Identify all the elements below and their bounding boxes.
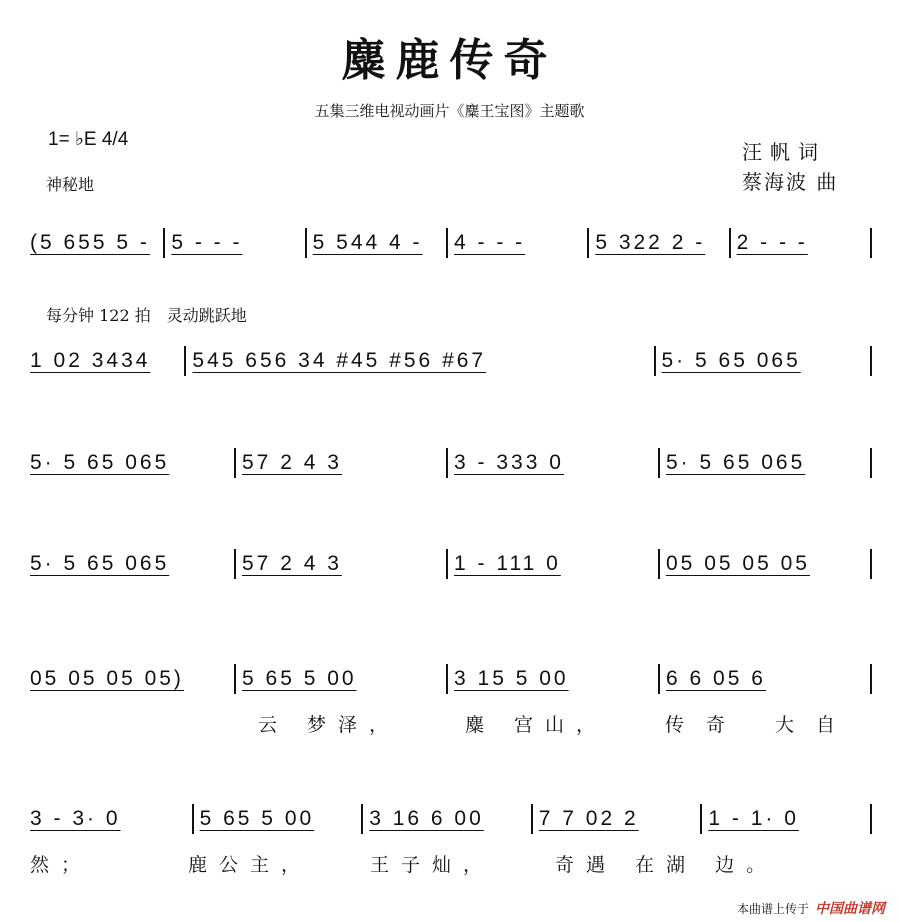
measure — [369, 804, 539, 834]
barline — [531, 804, 533, 834]
barline — [658, 549, 660, 579]
site-logo[interactable]: 中国曲谱网 — [815, 900, 885, 916]
measure — [30, 549, 242, 579]
notes: 1 - 111 0 — [454, 552, 561, 575]
barline — [587, 228, 589, 258]
notes: 3 15 5 00 — [454, 667, 569, 690]
barline — [184, 346, 186, 376]
notes: 5· 5 65 065 — [661, 349, 801, 372]
barline — [870, 346, 872, 376]
footer-credit — [737, 898, 885, 918]
measure — [454, 448, 666, 478]
barline — [658, 448, 660, 478]
notes: 57 2 4 3 — [242, 451, 342, 474]
barline — [870, 549, 872, 579]
notes: 5 - - - — [171, 231, 243, 254]
measure — [595, 228, 736, 258]
lyric: 云 梦泽， — [258, 714, 401, 736]
barline — [870, 804, 872, 834]
lyricist: 汪帆词 — [742, 140, 826, 164]
barline — [305, 228, 307, 258]
notes: 2 - - - — [736, 231, 808, 254]
measure — [242, 664, 454, 694]
lyric: 鹿公主， — [188, 854, 313, 876]
notes: 7 7 02 2 — [538, 807, 639, 830]
staff-row — [30, 804, 878, 834]
barline — [192, 804, 194, 834]
staff-row — [30, 549, 878, 579]
notes: 05 05 05 05) — [30, 667, 184, 690]
measure — [200, 804, 370, 834]
barline — [446, 664, 448, 694]
barline — [870, 664, 872, 694]
lyric: 传奇 大自 — [665, 714, 858, 736]
notes: 545 656 34 #45 #56 #67 — [192, 349, 487, 372]
notes: 4 - - - — [453, 231, 526, 254]
barline — [654, 346, 656, 376]
measure — [30, 228, 171, 258]
measure — [454, 228, 595, 258]
notes: 3 16 6 00 — [369, 807, 484, 830]
footer-text: 本曲谱上传于 — [736, 901, 809, 916]
song-title: 麋鹿传奇 — [341, 35, 558, 86]
lyric: 王子灿， — [370, 854, 495, 876]
barline — [234, 664, 236, 694]
composer: 蔡海波 曲 — [742, 170, 839, 194]
measure — [666, 664, 878, 694]
notes: 1 - 1· 0 — [708, 807, 799, 830]
barline — [163, 228, 165, 258]
measure — [30, 804, 200, 834]
notes: (5 655 5 - — [30, 231, 150, 254]
staff-row — [30, 448, 878, 478]
measure — [454, 664, 666, 694]
barline — [234, 448, 236, 478]
notes: 5· 5 65 065 — [30, 451, 170, 474]
barline — [870, 448, 872, 478]
measure — [242, 549, 454, 579]
measure — [30, 664, 242, 694]
tempo-mark: 每分钟 122 拍 灵动跳跃地 — [46, 306, 247, 325]
barline — [446, 448, 448, 478]
measure — [30, 346, 192, 376]
staff-row — [30, 664, 878, 694]
measure — [454, 549, 666, 579]
measure — [539, 804, 709, 834]
measure — [666, 448, 878, 478]
measure — [737, 228, 878, 258]
barline — [446, 228, 448, 258]
expression-mark: 神秘地 — [46, 175, 95, 194]
notes: 5 322 2 - — [595, 231, 706, 254]
measure — [242, 448, 454, 478]
measure — [192, 346, 661, 376]
measure — [666, 549, 878, 579]
notes: 57 2 4 3 — [242, 552, 342, 575]
notes: 5· 5 65 065 — [30, 552, 170, 575]
barline — [729, 228, 731, 258]
lyric: 然； — [30, 854, 93, 876]
notes: 5· 5 65 065 — [666, 451, 806, 474]
measure — [313, 228, 454, 258]
subtitle: 五集三维电视动画片《麋王宝图》主题歌 — [314, 102, 585, 120]
measure — [30, 448, 242, 478]
barline — [234, 549, 236, 579]
notes: 3 - 333 0 — [454, 451, 564, 474]
barline — [658, 664, 660, 694]
notes: 6 6 05 6 — [666, 667, 766, 690]
staff-row — [30, 228, 878, 258]
notes: 5 65 5 00 — [242, 667, 357, 690]
key-signature: 1= ♭E 4/4 — [48, 129, 129, 150]
notes: 3 - 3· 0 — [30, 807, 121, 830]
notes: 5 65 5 00 — [199, 807, 315, 830]
barline — [870, 228, 872, 258]
notes: 5 544 4 - — [312, 231, 423, 254]
measure — [708, 804, 878, 834]
lyric: 奇遇 在湖 边。 — [555, 854, 778, 876]
notes: 05 05 05 05 — [666, 552, 810, 575]
staff-row — [30, 346, 878, 376]
measure — [171, 228, 312, 258]
notes: 1 02 3434 — [30, 349, 151, 372]
barline — [446, 549, 448, 579]
lyric: 麋 宫山， — [465, 714, 608, 736]
measure — [662, 346, 879, 376]
barline — [700, 804, 702, 834]
barline — [361, 804, 363, 834]
